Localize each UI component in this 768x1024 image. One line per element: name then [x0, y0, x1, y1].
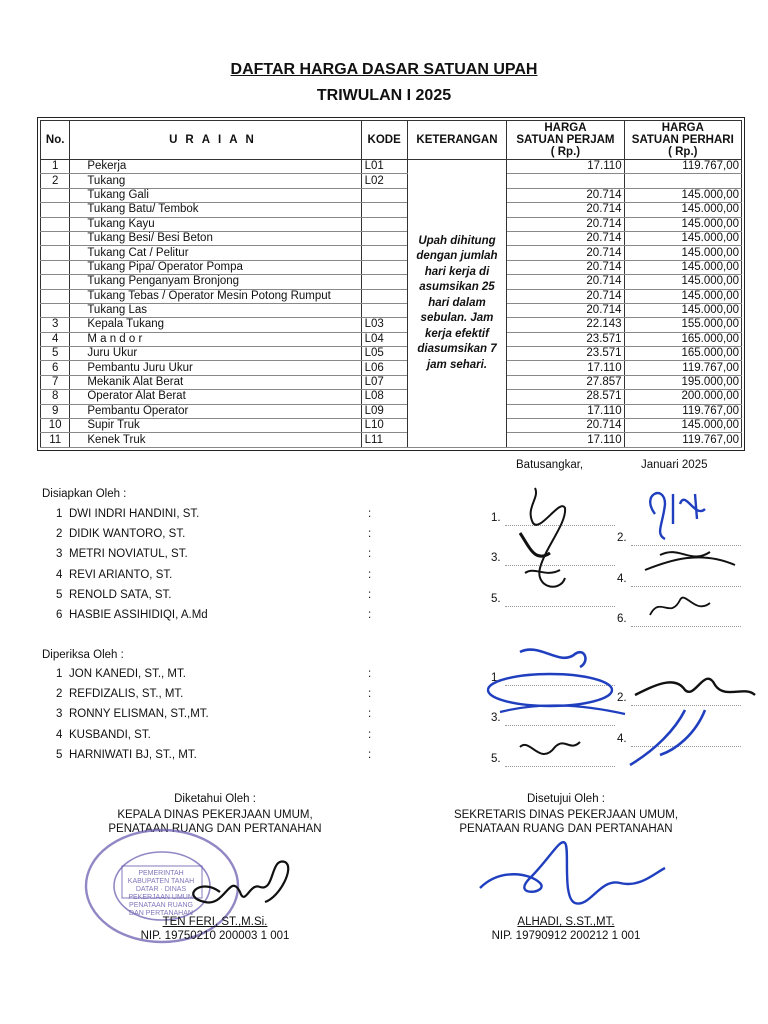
table-row: [41, 361, 742, 375]
table-row: [41, 419, 742, 433]
row-uraian: Tukang Kayu: [70, 217, 361, 231]
table-row: [41, 217, 742, 231]
known-line2: PENATAAN RUANG DAN PERTANAHAN: [108, 823, 322, 835]
prepared-sig-number: 5.: [491, 592, 501, 605]
prepared-person-colon: :: [368, 609, 372, 621]
row-perhari: 165.000,00: [624, 332, 741, 346]
row-no: 8: [41, 390, 70, 404]
row-uraian: Pembantu Operator: [70, 404, 361, 418]
row-kode: [361, 260, 407, 274]
row-perjam: 20.714: [507, 217, 624, 231]
row-perjam: 20.714: [507, 231, 624, 245]
row-perhari: 145.000,00: [624, 260, 741, 274]
row-uraian: Tukang Las: [70, 303, 361, 317]
checked-person-name: RONNY ELISMAN, ST.,MT.: [69, 708, 209, 721]
row-perjam: 20.714: [507, 203, 624, 217]
prepared-person-name: DWI INDRI HANDINI, ST.: [69, 508, 200, 520]
row-kode: [361, 246, 407, 260]
known-heading: Diketahui Oleh :: [174, 793, 256, 805]
table-row: [41, 188, 742, 202]
row-perhari: 195.000,00: [624, 375, 741, 389]
table-row: [41, 404, 742, 418]
table-row: [41, 433, 742, 447]
prepared-person-name: METRI NOVIATUL, ST.: [69, 548, 188, 561]
row-perhari: 119.767,00: [624, 404, 741, 418]
prepared-person-name: HASBIE ASSIHIDIQI, A.Md: [69, 609, 208, 621]
signature-approved: [470, 838, 670, 918]
row-perjam: 20.714: [507, 260, 624, 274]
row-perhari: 145.000,00: [624, 217, 741, 231]
row-perjam: 17.110: [507, 433, 624, 447]
checked-person-colon: :: [368, 708, 372, 721]
row-perhari: 145.000,00: [624, 231, 741, 245]
checked-person-colon: :: [368, 748, 372, 761]
row-no: 2: [41, 174, 70, 188]
approved-heading: Disetujui Oleh :: [527, 793, 605, 805]
wage-table: [40, 120, 742, 448]
checked-person-colon: :: [368, 688, 372, 701]
signature-known: [180, 852, 300, 922]
table-row: [41, 375, 742, 389]
checked-heading: Diperiksa Oleh :: [42, 649, 124, 661]
col-perhari-header: HARGA SATUAN PERHARI ( Rp.): [624, 121, 741, 160]
row-perhari: 200.000,00: [624, 390, 741, 404]
row-no: 4: [41, 332, 70, 346]
row-uraian: Kenek Truk: [70, 433, 361, 447]
row-uraian: Tukang: [70, 174, 361, 188]
row-uraian: Kepala Tukang: [70, 318, 361, 332]
row-uraian: Tukang Batu/ Tembok: [70, 203, 361, 217]
prepared-sig-number: 4.: [617, 572, 627, 585]
wage-table-frame: [37, 117, 745, 451]
row-no: [41, 188, 70, 202]
prepared-person-no: 2: [56, 528, 63, 541]
checked-person-colon: :: [368, 668, 372, 680]
signature-prepared-4: [640, 540, 740, 580]
checked-person-colon: :: [368, 728, 372, 741]
signature-prepared-6: [640, 585, 720, 625]
row-perhari: 155.000,00: [624, 318, 741, 332]
checked-person-name: KUSBANDI, ST.: [69, 728, 151, 741]
prepared-person-name: DIDIK WANTORO, ST.: [69, 528, 186, 541]
row-keterangan: Upah dihitung dengan jumlah hari kerja di asumsikan 25 hari dalam sebulan. Jam kerja efektif diasumsikan 7 jam sehari.: [407, 160, 507, 448]
row-perjam: 22.143: [507, 318, 624, 332]
table-row: [41, 347, 742, 361]
row-perhari: 119.767,00: [624, 361, 741, 375]
prepared-person-no: 5: [56, 588, 63, 601]
checked-sig-number: 4.: [617, 732, 627, 745]
approved-line2: PENATAAN RUANG DAN PERTANAHAN: [459, 823, 673, 835]
table-row: [41, 246, 742, 260]
row-perhari: 145.000,00: [624, 419, 741, 433]
col-kode-header: KODE: [361, 121, 407, 160]
checked-person-name: JON KANEDI, ST., MT.: [69, 668, 186, 680]
row-no: 1: [41, 160, 70, 174]
prepared-person-no: 1: [56, 508, 63, 520]
table-row: [41, 303, 742, 317]
row-no: [41, 260, 70, 274]
table-row: [41, 260, 742, 274]
row-perjam: 20.714: [507, 188, 624, 202]
row-kode: L05: [361, 347, 407, 361]
row-kode: L01: [361, 160, 407, 174]
row-perjam: 20.714: [507, 275, 624, 289]
prepared-person-no: 3: [56, 548, 63, 561]
row-kode: [361, 275, 407, 289]
row-no: 9: [41, 404, 70, 418]
table-row: [41, 231, 742, 245]
table-row: [41, 203, 742, 217]
row-perhari: 165.000,00: [624, 347, 741, 361]
row-kode: L06: [361, 361, 407, 375]
row-perhari: [624, 174, 741, 188]
known-nip: NIP. 19750210 200003 1 001: [140, 930, 290, 942]
row-kode: [361, 188, 407, 202]
checked-sig-number: 2.: [617, 692, 627, 705]
row-uraian: Tukang Tebas / Operator Mesin Potong Rumput: [70, 289, 361, 303]
row-kode: [361, 289, 407, 303]
row-perhari: 119.767,00: [624, 433, 741, 447]
table-row: [41, 275, 742, 289]
checked-person-no: 4: [56, 728, 63, 741]
row-perhari: 119.767,00: [624, 160, 741, 174]
row-uraian: Operator Alat Berat: [70, 390, 361, 404]
checked-person-no: 3: [56, 708, 63, 721]
prepared-person-colon: :: [368, 588, 372, 601]
known-line1: KEPALA DINAS PEKERJAAN UMUM,: [117, 809, 313, 821]
row-perhari: 145.000,00: [624, 246, 741, 260]
row-uraian: Tukang Penganyam Bronjong: [70, 275, 361, 289]
row-kode: L02: [361, 174, 407, 188]
signature-checked-2-4: [615, 655, 760, 770]
prepared-person-no: 6: [56, 609, 63, 621]
row-kode: L11: [361, 433, 407, 447]
row-uraian: Tukang Pipa/ Operator Pompa: [70, 260, 361, 274]
table-row: [41, 390, 742, 404]
row-kode: L09: [361, 404, 407, 418]
prepared-person-name: REVI ARIANTO, ST.: [69, 568, 173, 581]
prepared-heading: Disiapkan Oleh :: [42, 488, 127, 500]
row-no: 3: [41, 318, 70, 332]
approved-nip: NIP. 19790912 200212 1 001: [491, 930, 641, 942]
row-kode: L07: [361, 375, 407, 389]
row-no: [41, 275, 70, 289]
prepared-person-no: 4: [56, 568, 63, 581]
document-subtitle: TRIWULAN I 2025: [316, 87, 452, 104]
date: Januari 2025: [641, 459, 708, 471]
row-perhari: 145.000,00: [624, 275, 741, 289]
row-uraian: Pembantu Juru Ukur: [70, 361, 361, 375]
row-kode: L04: [361, 332, 407, 346]
row-perjam: 28.571: [507, 390, 624, 404]
checked-sig-number: 5.: [491, 752, 501, 765]
row-perhari: 145.000,00: [624, 289, 741, 303]
row-perjam: [507, 174, 624, 188]
approved-name: ALHADI, S.ST.,MT.: [517, 916, 615, 928]
checked-person-name: HARNIWATI BJ, ST., MT.: [69, 748, 197, 761]
known-name: TEN FERI, ST.,M.Si.: [162, 916, 268, 928]
checked-sig-number: 3.: [491, 712, 501, 725]
row-kode: [361, 217, 407, 231]
document-title: DAFTAR HARGA DASAR SATUAN UPAH: [230, 61, 538, 78]
place: Batusangkar,: [516, 459, 584, 471]
row-perjam: 27.857: [507, 375, 624, 389]
row-uraian: Tukang Besi/ Besi Beton: [70, 231, 361, 245]
row-kode: L03: [361, 318, 407, 332]
row-perjam: 23.571: [507, 332, 624, 346]
row-no: 11: [41, 433, 70, 447]
row-kode: [361, 231, 407, 245]
row-uraian: Tukang Gali: [70, 188, 361, 202]
row-uraian: Pekerja: [70, 160, 361, 174]
row-uraian: Supir Truk: [70, 419, 361, 433]
row-kode: L08: [361, 390, 407, 404]
prepared-sig-number: 1.: [491, 512, 501, 524]
stamp-text: PEMERINTAH KABUPATEN TANAH DATAR · DINAS PEKERJAAN UMUM PENATAAN RUANG DAN PERTANAHAN: [127, 870, 195, 917]
col-uraian-header: URAIAN: [70, 121, 361, 160]
prepared-person-colon: :: [368, 528, 372, 541]
row-kode: [361, 303, 407, 317]
checked-person-name: REFDIZALIS, ST., MT.: [69, 688, 184, 701]
prepared-sig-number: 6.: [617, 613, 627, 625]
table-row: [41, 174, 742, 188]
row-perjam: 20.714: [507, 289, 624, 303]
prepared-person-colon: :: [368, 548, 372, 561]
row-no: 7: [41, 375, 70, 389]
col-perjam-header: HARGA SATUAN PERJAM ( Rp.): [507, 121, 624, 160]
row-no: [41, 217, 70, 231]
row-kode: L10: [361, 419, 407, 433]
table-row: [41, 289, 742, 303]
row-perjam: 20.714: [507, 303, 624, 317]
prepared-signature-line: [631, 626, 741, 627]
row-perjam: 17.110: [507, 404, 624, 418]
checked-sig-number: 1.: [491, 672, 501, 684]
table-row: [41, 318, 742, 332]
row-no: [41, 246, 70, 260]
prepared-person-name: RENOLD SATA, ST.: [69, 588, 172, 601]
row-uraian: Juru Ukur: [70, 347, 361, 361]
row-no: [41, 303, 70, 317]
row-uraian: Tukang Cat / Pelitur: [70, 246, 361, 260]
row-no: [41, 203, 70, 217]
signature-prepared-1-3-5: [505, 478, 585, 608]
table-row: [41, 332, 742, 346]
row-uraian: Mekanik Alat Berat: [70, 375, 361, 389]
checked-person-no: 1: [56, 668, 63, 680]
prepared-person-colon: :: [368, 568, 372, 581]
prepared-person-colon: :: [368, 508, 372, 520]
row-no: 5: [41, 347, 70, 361]
table-row: [41, 160, 742, 174]
approved-line1: SEKRETARIS DINAS PEKERJAAN UMUM,: [453, 809, 679, 821]
row-perjam: 20.714: [507, 246, 624, 260]
row-perhari: 145.000,00: [624, 188, 741, 202]
row-no: 10: [41, 419, 70, 433]
row-perjam: 17.110: [507, 361, 624, 375]
table-header-row: [41, 121, 742, 160]
row-perhari: 145.000,00: [624, 203, 741, 217]
row-perjam: 17.110: [507, 160, 624, 174]
row-perhari: 145.000,00: [624, 303, 741, 317]
row-no: [41, 231, 70, 245]
checked-person-no: 5: [56, 748, 63, 761]
row-uraian: M a n d o r: [70, 332, 361, 346]
col-keterangan-header: KETERANGAN: [407, 121, 507, 160]
prepared-sig-number: 3.: [491, 552, 501, 565]
checked-person-no: 2: [56, 688, 63, 701]
prepared-sig-number: 2.: [617, 532, 627, 545]
row-no: [41, 289, 70, 303]
row-no: 6: [41, 361, 70, 375]
row-perjam: 23.571: [507, 347, 624, 361]
signature-prepared-2: [635, 484, 715, 544]
col-no-header: No.: [41, 121, 70, 160]
row-kode: [361, 203, 407, 217]
row-perjam: 20.714: [507, 419, 624, 433]
